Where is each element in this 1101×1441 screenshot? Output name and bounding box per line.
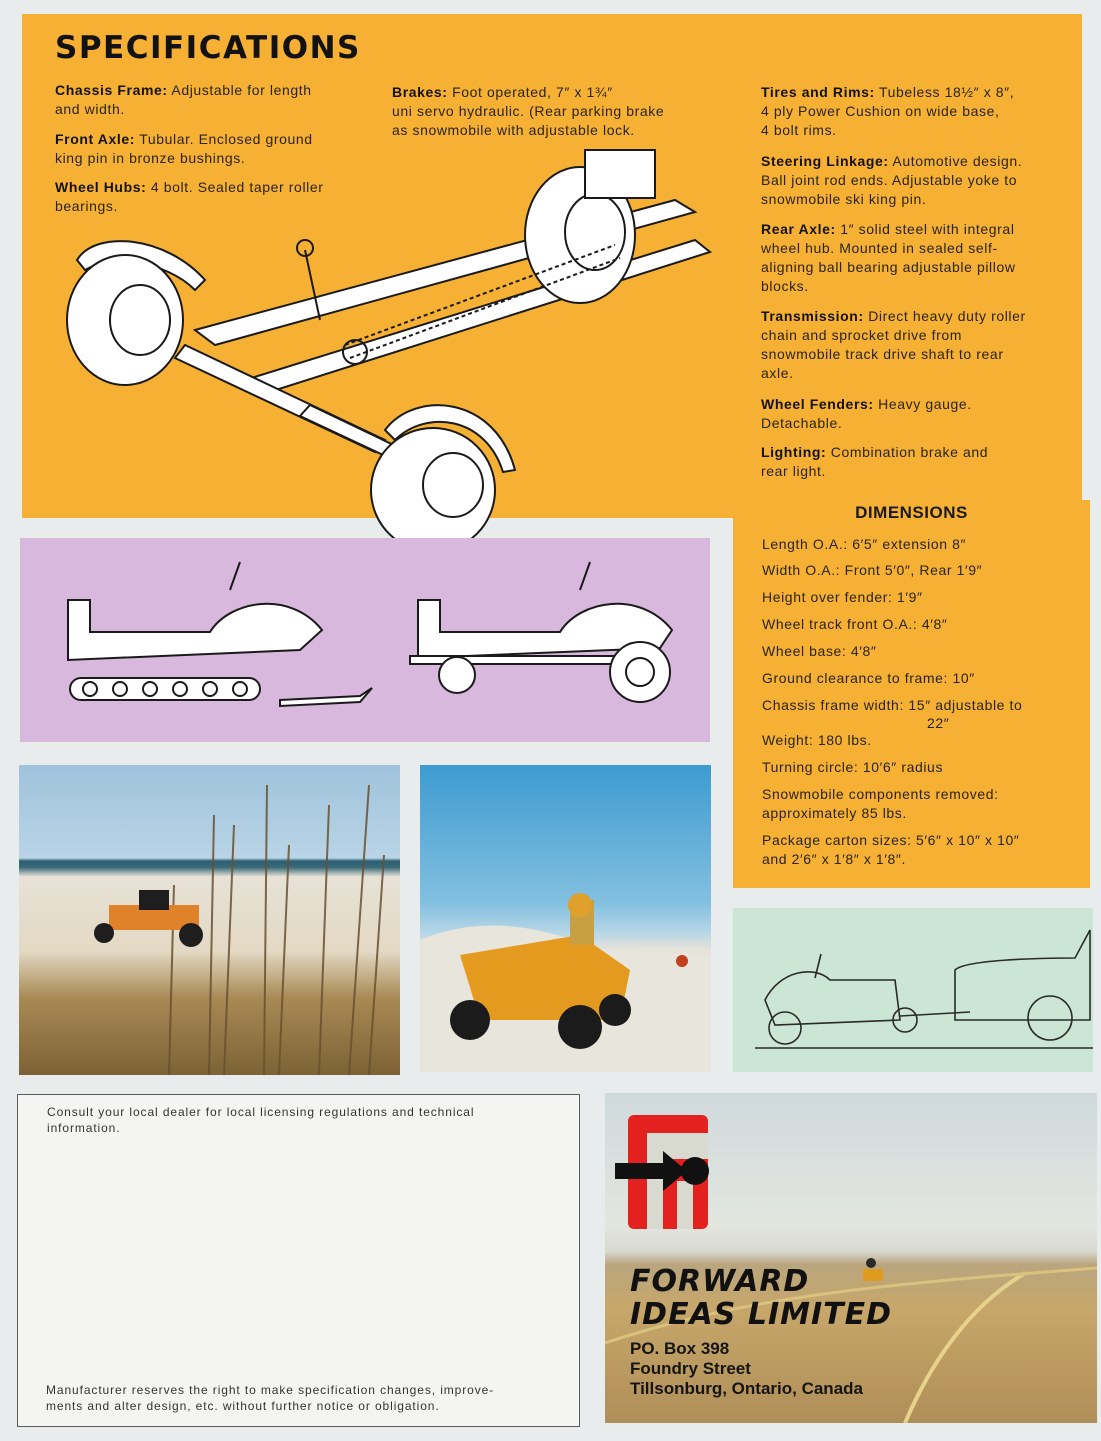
dimensions-title: DIMENSIONS bbox=[855, 503, 968, 522]
spec-lighting: Lighting: Combination brake and rear light. bbox=[761, 444, 989, 479]
snowmobile-conversion-diagram bbox=[60, 560, 700, 720]
forward-ideas-logo bbox=[615, 1113, 715, 1231]
dimension-item: 22″ bbox=[927, 715, 950, 731]
dune-grass-vehicle-image bbox=[19, 765, 400, 1075]
spec-transmission: Transmission: Direct heavy duty roller chain and sprocket drive from snowmobile track drive shaft to rear axle. bbox=[761, 308, 1026, 381]
dimension-item: Length O.A.: 6′5″ extension 8″ bbox=[762, 536, 967, 552]
dimension-item: Wheel track front O.A.: 4′8″ bbox=[762, 616, 948, 632]
licensing-notice: Consult your local dealer for local licensing regulations and technical information. bbox=[47, 1105, 475, 1135]
company-name: FORWARD IDEAS LIMITED bbox=[630, 1264, 892, 1332]
dimension-item: Weight: 180 lbs. bbox=[762, 732, 872, 748]
spec-tires-rims: Tires and Rims: Tubeless 18½″ x 8″, 4 ply Power Cushion on wide base, 4 bolt rims. bbox=[761, 84, 1015, 138]
dimension-item: Package carton sizes: 5′6″ x 10″ x 10″ bbox=[762, 832, 1020, 848]
spec-front-axle: Front Axle: Tubular. Enclosed ground king pin in bronze bushings. bbox=[55, 131, 313, 166]
spec-rear-axle: Rear Axle: 1″ solid steel with integral wheel hub. Mounted in sealed self- aligning ball bearing adjustable pillow blocks. bbox=[761, 221, 1016, 294]
company-address: PO. Box 398 Foundry Street Tillsonburg, Ontario, Canada bbox=[630, 1339, 863, 1398]
dimension-item: Ground clearance to frame: 10″ bbox=[762, 670, 975, 686]
spec-wheel-fenders: Wheel Fenders: Heavy gauge. Detachable. bbox=[761, 396, 972, 431]
spec-brakes: Brakes: Foot operated, 7″ x 1¾″ uni servo hydraulic. (Rear parking brake as snowmobile with adjustable lock. bbox=[392, 84, 665, 138]
dimension-item: Snowmobile components removed: bbox=[762, 786, 999, 802]
dimension-item: Width O.A.: Front 5′0″, Rear 1′9″ bbox=[762, 562, 983, 578]
towing-diagram bbox=[755, 920, 1095, 1060]
dimension-item: Turning circle: 10′6″ radius bbox=[762, 759, 944, 775]
dimensions-panel bbox=[733, 500, 1090, 888]
dimension-item: Chassis frame width: 15″ adjustable to bbox=[762, 697, 1023, 713]
dealer-notice-box bbox=[17, 1094, 580, 1427]
dimension-item: approximately 85 lbs. bbox=[762, 805, 907, 821]
page-title: SPECIFICATIONS bbox=[55, 30, 361, 66]
dimension-item: and 2′6″ x 1′8″ x 1′8″. bbox=[762, 851, 906, 867]
rider-beach-photo bbox=[420, 765, 711, 1072]
manufacturer-disclaimer: Manufacturer reserves the right to make specification changes, improve- ments and alter design, etc. without further notice or obligation. bbox=[46, 1383, 495, 1413]
beach-dunes-photo bbox=[19, 765, 400, 1075]
chassis-illustration bbox=[55, 140, 715, 560]
dimension-item: Height over fender: 1′9″ bbox=[762, 589, 923, 605]
rider-vehicle-image bbox=[420, 765, 711, 1072]
spec-chassis-frame: Chassis Frame: Adjustable for length and width. bbox=[55, 82, 312, 117]
spec-steering-linkage: Steering Linkage: Automotive design. Ball joint rod ends. Adjustable yoke to snowmobile ski king pin. bbox=[761, 153, 1023, 207]
spec-wheel-hubs: Wheel Hubs: 4 bolt. Sealed taper roller bearings. bbox=[55, 179, 324, 214]
dimension-item: Wheel base: 4′8″ bbox=[762, 643, 877, 659]
